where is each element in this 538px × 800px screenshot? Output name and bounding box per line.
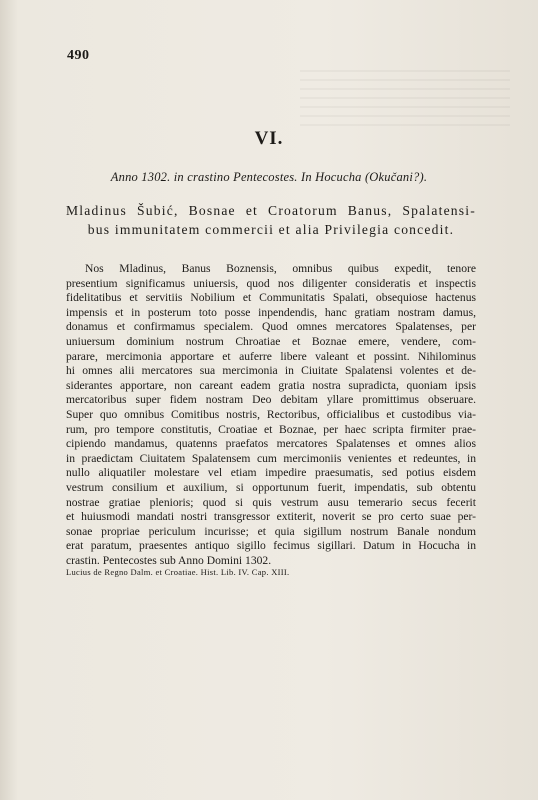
page-number: 490 xyxy=(67,48,90,63)
heading-line: Mladinus Šubić, Bosnae et Croatorum Banus, Spalatensi- xyxy=(66,203,476,218)
source-note: Lucius de Regno Dalm. et Croatiae. Hist. Lib. IV. Cap. XIII. xyxy=(66,567,290,577)
text-line: impensis et in posterum toto posse inpendendis, hanc gratiam nostram damus, xyxy=(66,305,476,319)
text-line: presentium significamus uniuersis, quod nos diligenter consideratis et inspectis xyxy=(66,276,476,290)
text-line: nostrae gratiae plenioris; quod si quis vestrum ausu temerario secus fecerit xyxy=(66,495,476,509)
charter-text xyxy=(66,262,476,568)
show-through-text xyxy=(300,70,510,130)
text-line: cipiendo mandamus, quatenns praefatos mercatores Spalatenses et omnes alios xyxy=(66,437,476,451)
text-line: Super quo omnibus Comitibus nostris, Rectoribus, officialibus et custodibus via- xyxy=(66,407,476,421)
text-line: uniuersum dominium nostrum Chroatiae et Boznae emere, vendere, com- xyxy=(66,334,476,348)
text-line: et huiusmodi mandati nostri transgressor extiterit, noverit se pro certo suae per- xyxy=(66,510,476,524)
text-line: vestrum consilium et auxilium, si opportunum fuerit, impendatis, sub obtentu xyxy=(66,480,476,494)
text-line: mercatoribus super fidem nostram Deo debitam yllare promittimus obseruare. xyxy=(66,393,476,407)
document-number: VI. xyxy=(254,128,284,149)
dateline: Anno 1302. in crastino Pentecostes. In Hocucha (Okučani?). xyxy=(110,170,428,184)
text-line: sonae propriae periculum incurisse; et quia sigillum nostrum Banale nondum xyxy=(66,524,476,538)
text-line: parare, mercimonia apportare et auferre libere valeant et possint. Nihilominus xyxy=(66,349,476,363)
text-line: in praedictam Ciuitatem Spalatensem cum mercimoniis venientes et redeuntes, in xyxy=(66,451,476,465)
heading-line: bus immunitatem commercii et alia Privilegia concedit. xyxy=(87,222,455,237)
text-line: hi omnes alii mercatores sua mercimonia in Ciuitate Spalatensi volentes et de- xyxy=(66,364,476,378)
text-line: nullo aliquatiler molestare vel etiam impedire praesumatis, sed potius eisdem xyxy=(66,466,476,480)
text-line: rum, pro tempore constitutis, Croatiae et Boznae, per haec scripta firmiter prae- xyxy=(66,422,476,436)
text-line: donamus et confirmamus specialem. Quod omnes mercatores Spalatenses, per xyxy=(66,320,476,334)
document-heading xyxy=(66,201,476,239)
text-line: crastin. Pentecostes sub Anno Domini 1302. xyxy=(66,553,272,567)
text-line: Nos Mladinus, Banus Boznensis, omnibus quibus expedit, tenore xyxy=(85,262,476,275)
text-line: fidelitatibus et servitiis Nobilium et Communitatis Spalati, obsequiose hactenus xyxy=(66,291,476,305)
text-line: erat paratum, praesentes antiquo sigillo fecimus sigillari. Datum in Hocucha in xyxy=(66,539,476,553)
text-line: siderantes apportare, non careant eadem gratia nostra supradicta, quoniam ipsis xyxy=(66,378,476,392)
